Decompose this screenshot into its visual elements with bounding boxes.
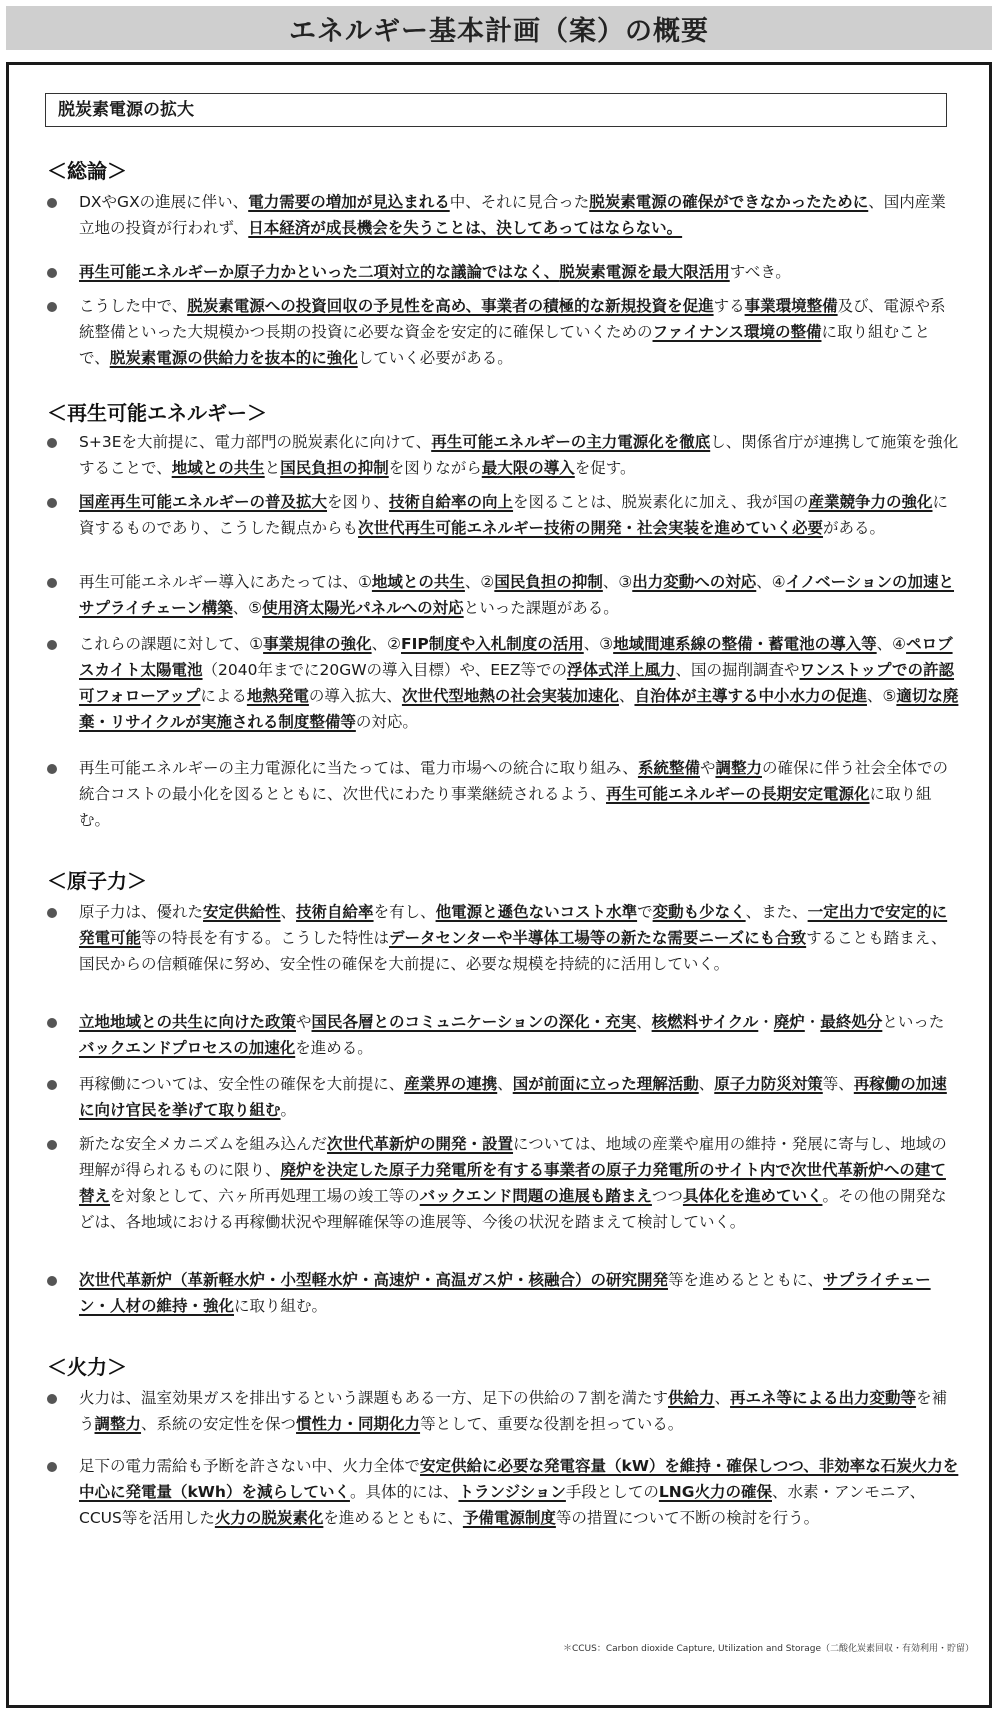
emphasis-text: 系統整備 [637,759,700,777]
bullet-text [79,1009,959,1061]
emphasis-text: 他電源と遜色ないコスト水準 [435,903,638,921]
bullet-text [79,1385,959,1437]
body-text: すべき。 [729,263,791,281]
emphasis-text: 一定出力で安定的に発電可能 [79,903,948,947]
bullet-text [79,429,959,481]
bullet-item [47,755,967,833]
bullet-dot [47,578,57,588]
bullet-item [47,631,967,735]
emphasis-text: 国民各層とのコミュニケーションの深化・充実 [311,1013,637,1031]
emphasis-text: 自治体が主導する中小水力の促進 [634,687,867,705]
bullet-dot [47,764,57,774]
body-text: 、④ [756,573,786,591]
emphasis-text: 安定供給性 [203,903,281,921]
content-frame [6,62,992,1708]
emphasis-text: 具体化を進めていく [682,1187,823,1205]
body-text: といった [882,1013,945,1031]
body-text: S+3Eを大前提に、電力部門の脱炭素化に向けて、 [79,433,432,451]
bullet-item [47,293,967,371]
body-text: 、⑤ [866,687,897,705]
body-text: 再稼働については、安全性の確保を大前提に、 [79,1075,405,1093]
body-text: 及び、電源や系統整備といった大規模かつ長期の投資に必要な資金を安定的に確保していくための [79,297,946,341]
body-text: 、また、 [745,903,808,921]
bullet-dot [47,1394,57,1404]
emphasis-text: データセンターや半導体工場等の新たな需要ニーズにも合致 [389,929,807,947]
body-text: することも踏まえ、国民からの信頼確保に努め、安全性の確保を大前提に、必要な規模を持続的に活用していく。 [79,929,947,973]
body-text: 等の特長を有する。こうした特性は [141,929,390,947]
bullet-dot [47,498,57,508]
bullet-dot [47,198,57,208]
body-text: ・ [758,1013,774,1031]
emphasis-text: 国民負担の抑制 [280,459,389,477]
box-title: 脱炭素電源の拡大 [45,93,947,127]
body-text: を図り、 [327,493,390,511]
body-text: する [713,297,745,315]
emphasis-text: 日本経済が成長機会を失うことは、決してあってはならない。 [248,219,683,237]
body-text: に取り組む。 [234,1297,328,1315]
emphasis-text: イノベーションの加速とサプライチェーン構築 [79,573,955,617]
body-text: 再生可能エネルギー導入にあたっては、① [79,573,372,591]
emphasis-text: 国民負担の抑制 [494,573,603,591]
emphasis-text: 供給力 [668,1389,715,1407]
body-text: （2040年までに20GWの導入目標）や、EEZ等での [202,661,567,679]
body-text: これらの課題に対して、① [79,635,264,653]
emphasis-text: 地域間連系線の整備・蓄電池の導入等 [613,635,877,653]
bullet-item [47,569,967,621]
bullet-item [47,1071,967,1123]
body-text: 、 [280,903,297,921]
bullet-text [79,259,959,285]
bullet-text [79,755,959,833]
body-text: を進める。 [295,1039,373,1057]
emphasis-text: 国が前面に立った理解活動 [512,1075,699,1093]
body-text: し、関係省庁が連携して施策を強化することで、 [79,433,959,477]
bullet-text [79,1131,959,1235]
body-text: を促す。 [574,459,636,477]
body-text: 中、それに見合った [449,193,590,211]
emphasis-text: サプライチェーン・人材の維持・強化 [79,1271,931,1315]
body-text: を対象として、六ヶ所再処理工場の竣工等の [110,1187,420,1205]
bullet-item [47,1267,967,1319]
emphasis-text: ペロブスカイト太陽電池 [79,635,953,679]
emphasis-text: 最終処分 [820,1013,883,1031]
body-text: ・ [804,1013,821,1031]
emphasis-text: 調整力 [94,1415,142,1433]
body-text: 。具体的には、 [349,1483,459,1501]
body-text: 火力は、温室効果ガスを排出するという課題もある一方、足下の供給の７割を満たす [79,1389,669,1407]
body-text: 、 [714,1389,731,1407]
emphasis-text: ファイナンス環境の整備 [652,323,822,341]
body-text: で [637,903,653,921]
body-text: こうした中で、 [79,297,188,315]
body-text: がある。 [823,519,886,537]
emphasis-text: 立地地域との共生に向けた政策 [79,1013,297,1031]
bullet-dot [47,908,57,918]
body-text: を進めるとともに、 [323,1509,463,1527]
emphasis-text: 核燃料サイクル [651,1013,759,1031]
bullet-dot [47,1080,57,1090]
bullet-text [79,569,959,621]
emphasis-text: 地域との共生 [171,459,265,477]
emphasis-text: 廃炉を決定した原子力発電所を有する事業者の原子力発電所のサイト内で次世代革新炉への建て替え [79,1161,946,1205]
emphasis-text: 地域との共生 [371,573,465,591]
section-heading-thermal: ＜火力＞ [47,1355,127,1379]
emphasis-text: バックエンドプロセスの加速化 [79,1039,296,1057]
emphasis-text: 再エネ等による出力変動等 [730,1389,917,1407]
body-text: 、④ [876,635,907,653]
emphasis-text: 脱炭素電源の供給力を抜本的に強化 [109,349,358,367]
body-text: を補う [79,1389,948,1433]
body-text: に取り組むことで、 [79,323,930,367]
emphasis-text: 技術自給率 [296,903,374,921]
emphasis-text: 変動も少なく [652,903,746,921]
body-text: 、国の掘削調査や [675,661,800,679]
emphasis-text: 使用済太陽光パネルへの対応 [262,599,464,617]
body-text: については、地域の産業や雇用の維持・発展に寄与し、地域の理解が得られるものに限り、 [79,1135,947,1179]
emphasis-text: 再生可能エネルギーか原子力かといった二項対立的な議論ではなく、 [79,263,560,281]
emphasis-text: 慣性力・同期化力 [296,1415,421,1433]
body-text: 、② [371,635,402,653]
emphasis-text: 地熱発電 [246,687,309,705]
body-text: 、国内産業立地の投資が行われず、 [79,193,946,237]
bullet-text [79,631,959,735]
emphasis-text: 出力変動への対応 [632,573,757,591]
body-text: 等、 [822,1075,854,1093]
bullet-dot [47,1276,57,1286]
bullet-dot [47,640,57,650]
emphasis-text: 産業界の連携 [404,1075,498,1093]
body-text: の導入拡大、 [308,687,402,705]
body-text: といった課題がある。 [463,599,619,617]
body-text: 、③ [602,573,633,591]
body-text: 、② [464,573,495,591]
body-text: 、⑤ [232,599,263,617]
bullet-dot [47,438,57,448]
body-text: 、 [497,1075,513,1093]
bullet-dot [47,1140,57,1150]
body-text: や [296,1013,312,1031]
body-text: 、 [618,687,635,705]
emphasis-text: 事業環境整備 [744,297,838,315]
body-text: 、 [636,1013,652,1031]
bullet-item [47,899,967,977]
body-text: を有し、 [373,903,436,921]
page-title: エネルギー基本計画（案）の概要 [289,15,709,47]
bullet-item [47,429,967,481]
bullet-item [47,1131,967,1235]
emphasis-text: 再生可能エネルギーの主力電源化を徹底 [431,433,711,451]
body-text: 等を進めるとともに、 [668,1271,824,1289]
body-text: 手段としての [565,1483,659,1501]
body-text: 、系統の安定性を保つ [141,1415,297,1433]
emphasis-text: 事業規律の強化 [263,635,372,653]
emphasis-text: 再生可能エネルギーの長期安定電源化 [606,785,870,803]
emphasis-text: LNG火力の確保 [658,1483,772,1501]
bullet-item [47,489,967,541]
bullet-dot [47,1462,57,1472]
bullet-item [47,189,967,241]
emphasis-text: 再稼働の加速に向け官民を挙げて取り組む [79,1075,947,1119]
emphasis-text: 脱炭素電源への投資回収の予見性を高め、事業者の積極的な新規投資を促進 [187,297,714,315]
emphasis-text: 廃炉 [773,1013,805,1031]
title-bar [6,6,992,50]
bullet-dot [47,1018,57,1028]
section-heading-general: ＜総論＞ [47,159,127,183]
body-text: 。その他の開発などは、各地域における再稼働状況や理解確保等の進展等、今後の状況を踏まえて検討していく。 [79,1187,947,1231]
emphasis-text: 産業競争力の強化 [808,493,933,511]
emphasis-text: 適切な廃棄・リサイクルが実施される制度整備等 [79,687,959,731]
body-text: 再生可能エネルギーの主力電源化に当たっては、電力市場への統合に取り組み、 [79,759,638,777]
emphasis-text: 脱炭素電源の確保ができなかったために [589,193,869,211]
bullet-item [47,1453,967,1531]
body-text: の確保に伴う社会全体での統合コストの最小化を図るとともに、次世代にわたり事業継続されるよう、 [79,759,948,803]
emphasis-text: 最大限の導入 [481,459,575,477]
bullet-text [79,489,959,541]
emphasis-text: 次世代革新炉（革新軽水炉・小型軽水炉・高速炉・高温ガス炉・核融合）の研究開発 [79,1271,669,1289]
emphasis-text: 次世代革新炉の開発・設置 [327,1135,514,1153]
body-text: に資するものであり、こうした観点からも [79,493,949,537]
bullet-text [79,293,959,371]
body-text: 、③ [583,635,614,653]
body-text: 等の措置について不断の検討を行う。 [555,1509,820,1527]
emphasis-text: 電力需要の増加が見込まれる [248,193,450,211]
emphasis-text: 脱炭素電源を最大限活用 [559,263,730,281]
body-text: を図ることは、脱炭素化に加え、我が国の [513,493,809,511]
bullet-text [79,189,959,241]
body-text: の対応。 [355,713,418,731]
bullet-dot [47,268,57,278]
emphasis-text: 原子力防災対策 [714,1075,823,1093]
body-text: 、 [698,1075,715,1093]
emphasis-text: 予備電源制度 [462,1509,556,1527]
emphasis-text: 技術自給率の向上 [389,493,514,511]
emphasis-text: トランジション [458,1483,566,1501]
emphasis-text: 火力の脱炭素化 [214,1509,324,1527]
body-text: DXやGXの進展に伴い、 [79,193,249,211]
bullet-text [79,1453,959,1531]
body-text: に取り組む。 [79,785,932,829]
body-text: や [699,759,716,777]
body-text: 足下の電力需給も予断を許さない中、火力全体で [79,1457,421,1475]
body-text: 、水素・アンモニア、CCUS等を活用した [79,1483,926,1527]
section-heading-renewables: ＜再生可能エネルギー＞ [47,401,267,425]
footnote: ＊CCUS：Carbon dioxide Capture, Utilization and Storage（二酸化炭素回収・有効利用・貯留） [562,1644,974,1654]
body-text: と [264,459,281,477]
body-text: していく必要がある。 [357,349,513,367]
bullet-dot [47,302,57,312]
emphasis-text: 安定供給に必要な発電容量（kW）を維持・確保しつつ、非効率な石炭火力を中心に発電量（kWh）を減らしていく [79,1457,959,1501]
bullet-text [79,899,959,977]
body-text: 新たな安全メカニズムを組み込んだ [79,1135,328,1153]
bullet-text [79,1267,959,1319]
bullet-item [47,259,967,285]
bullet-item [47,1385,967,1437]
body-text: つつ [651,1187,683,1205]
body-text: 原子力は、優れた [79,903,204,921]
emphasis-text: FIP制度や入札制度の活用 [401,635,584,653]
bullet-text [79,1071,959,1123]
body-text: による [200,687,247,705]
emphasis-text: 次世代型地熱の社会実装加速化 [401,687,619,705]
emphasis-text: 次世代再生可能エネルギー技術の開発・社会実装を進めていく必要 [358,519,824,537]
section-heading-nuclear: ＜原子力＞ [47,869,147,893]
emphasis-text: 浮体式洋上風力 [566,661,676,679]
emphasis-text: 国産再生可能エネルギーの普及拡大 [79,493,328,511]
emphasis-text: 調整力 [715,759,762,777]
body-text: 等として、重要な役割を担っている。 [420,1415,684,1433]
emphasis-text: バックエンド問題の進展も踏まえ [419,1187,652,1205]
body-text: を図りながら [388,459,482,477]
body-text: 。 [280,1101,297,1119]
emphasis-text: ワンストップでの許認可フォローアップ [79,661,955,705]
bullet-item [47,1009,967,1061]
